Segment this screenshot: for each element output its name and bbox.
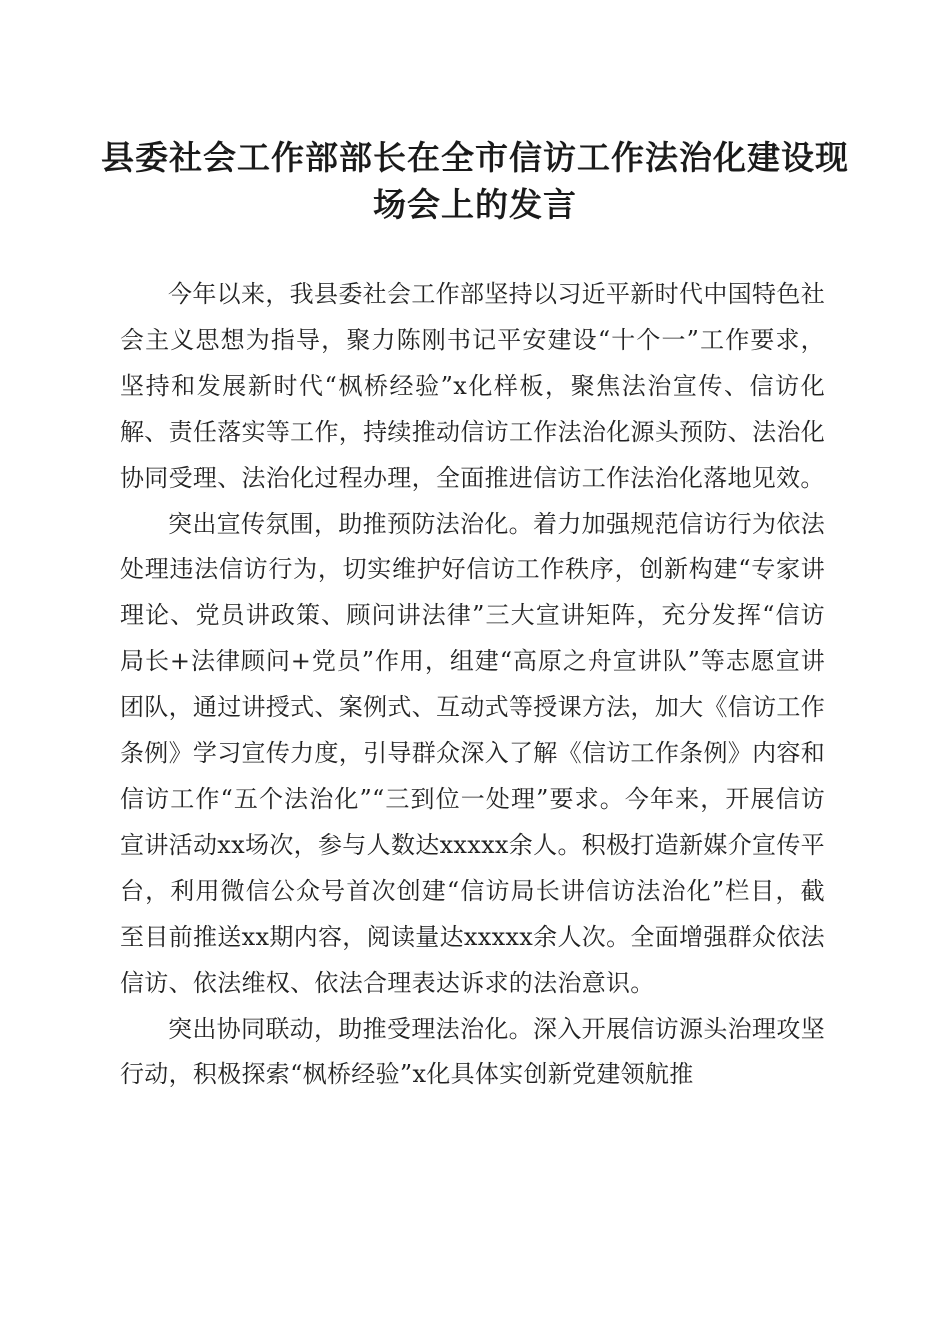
- document-body: [120, 272, 825, 1098]
- paragraph-publicity: 突出宣传氛围，助推预防法治化。着力加强规范信访行为依法处理违法信访行为，切实维护好信访工作秩序，创新构建“专家讲理论、党员讲政策、顾问讲法律”三大宣讲矩阵，充分发挥“信访局长+法律顾问+党员”作用，组建“高原之舟宣讲队”等志愿宣讲团队，通过讲授式、案例式、互动式等授课方法，加大《信访工作条例》学习宣传力度，引导群众深入了解《信访工作条例》内容和信访工作“五个法治化”“三到位一处理”要求。今年来，开展信访宣讲活动xx场次，参与人数达xxxxx余人。积极打造新媒介宣传平台，利用微信公众号首次创建“信访局长讲信访法治化”栏目，截至目前推送xx期内容，阅读量达xxxxx余人次。全面增强群众依法信访、依法维权、依法合理表达诉求的法治意识。: [120, 509, 825, 997]
- paragraph-coordination: 突出协同联动，助推受理法治化。深入开展信访源头治理攻坚行动，积极探索“枫桥经验”x化具体实创新党建领航推: [120, 1014, 825, 1089]
- document-title: 县委社会工作部部长在全市信访工作法治化建设现场会上的发言: [101, 138, 849, 224]
- paragraph-intro: 今年以来，我县委社会工作部坚持以习近平新时代中国特色社会主义思想为指导，聚力陈刚书记平安建设“十个一”工作要求，坚持和发展新时代“枫桥经验”x化样板，聚焦法治宣传、信访化解、责任落实等工作，持续推动信访工作法治化源头预防、法治化协同受理、法治化过程办理，全面推进信访工作法治化落地见效。: [120, 280, 825, 492]
